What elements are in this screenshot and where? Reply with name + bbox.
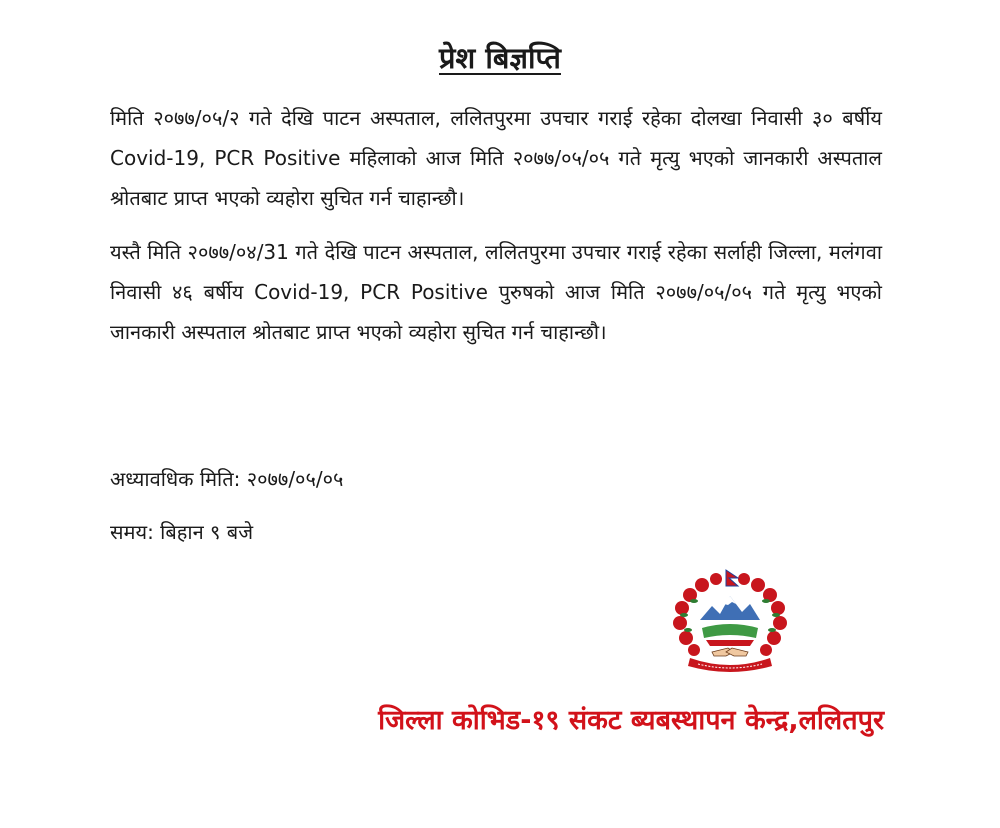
notice-paragraph-2: यस्तै मिति २०७७/०४/31 गते देखि पाटन अस्पताल, ललितपुरमा उपचार गराई रहेका सर्लाही जिल्ला, मलंगवा निवासी ४६ बर्षीय Covid-19, PCR Positive पुरुषको आज मिति २०७७/०५/०५ गते मृत्यु भएको जानकारी अस्पताल श्रोतबाट प्राप्त भएको व्यहोरा सुचित गर्न चाहान्छौ। <box>110 240 882 344</box>
nepal-emblem-icon <box>668 568 792 678</box>
document-title <box>0 38 1000 77</box>
issuing-organization: जिल्ला कोभिड-१९ संकट ब्यबस्थापन केन्द्र,ललितपुर <box>378 705 884 736</box>
notice-paragraph-1: मिति २०७७/०५/२ गते देखि पाटन अस्पताल, ललितपुरमा उपचार गराई रहेका दोलखा निवासी ३० बर्षीय Covid-19, PCR Positive महिलाको आज मिति २०७७/०५/०५ गते मृत्यु भएको जानकारी अस्पताल श्रोतबाट प्राप्त भएको व्यहोरा सुचित गर्न चाहान्छौ। <box>110 106 882 210</box>
updated-date: अध्यावधिक मिति: २०७७/०५/०५ <box>110 467 344 491</box>
document-title-text: प्रेश बिज्ञप्ति <box>439 41 561 75</box>
time-of-release: समय: बिहान ९ बजे <box>110 520 254 544</box>
